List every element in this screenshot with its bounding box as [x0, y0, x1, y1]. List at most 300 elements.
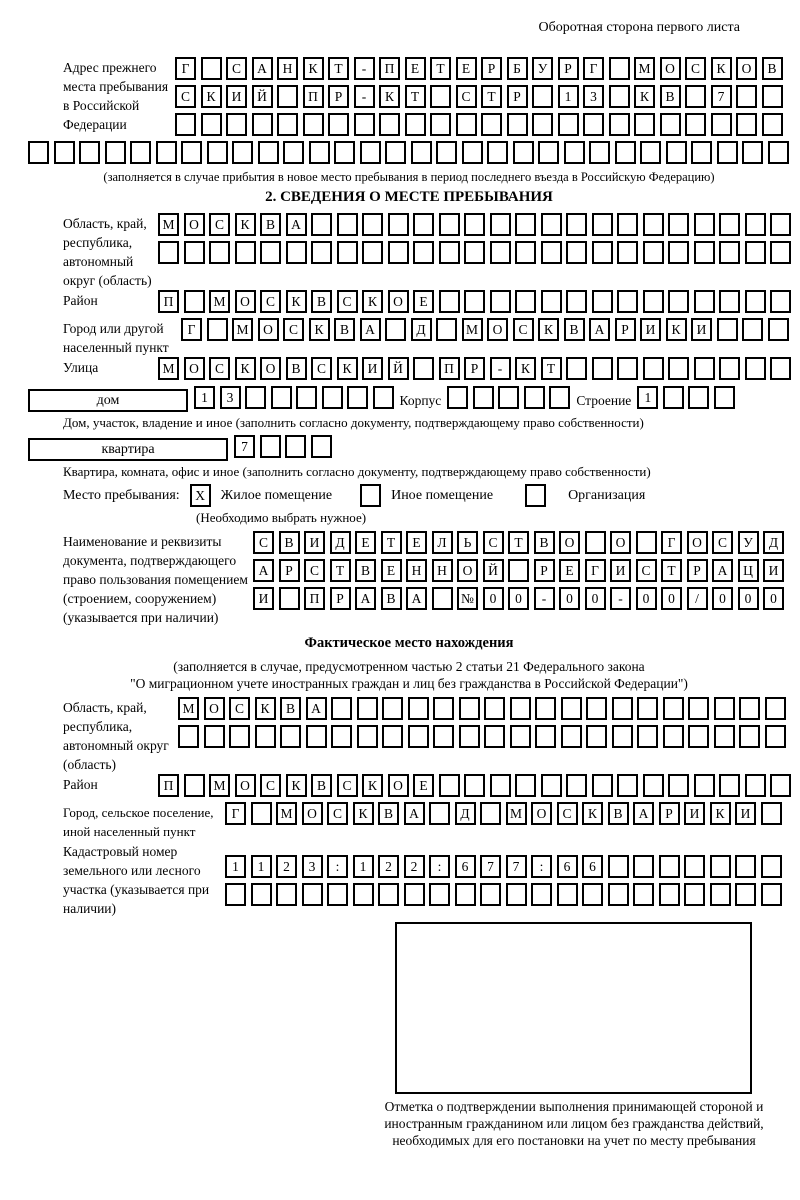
char-cell[interactable]	[388, 213, 409, 236]
char-cell[interactable]	[334, 141, 355, 164]
char-cell[interactable]: 1	[558, 85, 579, 108]
char-cell[interactable]: В	[260, 213, 281, 236]
char-cell[interactable]: М	[209, 774, 230, 797]
char-cell[interactable]	[459, 697, 480, 720]
char-cell[interactable]	[306, 725, 327, 748]
char-cell[interactable]	[347, 386, 368, 409]
char-cell[interactable]	[714, 725, 735, 748]
char-cell[interactable]: С	[229, 697, 250, 720]
char-cell[interactable]	[592, 213, 613, 236]
char-cell[interactable]	[480, 802, 501, 825]
char-cell[interactable]	[541, 774, 562, 797]
char-cell[interactable]	[277, 85, 298, 108]
char-cell[interactable]	[770, 241, 791, 264]
char-cell[interactable]: В	[280, 697, 301, 720]
char-cell[interactable]	[663, 386, 684, 409]
char-cell[interactable]: В	[762, 57, 783, 80]
char-cell[interactable]	[531, 883, 552, 906]
char-cell[interactable]: Е	[405, 57, 426, 80]
char-cell[interactable]: А	[355, 587, 376, 610]
char-cell[interactable]: О	[302, 802, 323, 825]
char-cell[interactable]	[286, 241, 307, 264]
char-cell[interactable]	[251, 802, 272, 825]
char-cell[interactable]: К	[286, 290, 307, 313]
char-cell[interactable]	[612, 725, 633, 748]
char-cell[interactable]: К	[303, 57, 324, 80]
char-cell[interactable]: 0	[636, 587, 657, 610]
char-cell[interactable]: Е	[355, 531, 376, 554]
char-cell[interactable]	[439, 241, 460, 264]
char-cell[interactable]	[490, 241, 511, 264]
char-cell[interactable]	[666, 141, 687, 164]
char-cell[interactable]: 7	[234, 435, 255, 458]
char-cell[interactable]	[379, 113, 400, 136]
char-cell[interactable]	[524, 386, 545, 409]
char-cell[interactable]: С	[209, 357, 230, 380]
char-cell[interactable]: И	[226, 85, 247, 108]
char-cell[interactable]	[385, 318, 406, 341]
char-cell[interactable]	[362, 213, 383, 236]
char-cell[interactable]	[357, 725, 378, 748]
char-cell[interactable]	[735, 855, 756, 878]
char-cell[interactable]	[337, 241, 358, 264]
char-cell[interactable]	[79, 141, 100, 164]
char-cell[interactable]: К	[201, 85, 222, 108]
char-cell[interactable]	[251, 883, 272, 906]
char-cell[interactable]: С	[327, 802, 348, 825]
char-cell[interactable]	[515, 213, 536, 236]
char-cell[interactable]	[487, 141, 508, 164]
char-cell[interactable]	[768, 318, 789, 341]
char-cell[interactable]	[736, 113, 757, 136]
char-cell[interactable]	[549, 386, 570, 409]
char-cell[interactable]: Б	[507, 57, 528, 80]
char-cell[interactable]: 1	[637, 386, 658, 409]
char-cell[interactable]	[538, 141, 559, 164]
char-cell[interactable]: К	[710, 802, 731, 825]
char-cell[interactable]: К	[666, 318, 687, 341]
char-cell[interactable]: А	[712, 559, 733, 582]
char-cell[interactable]	[745, 290, 766, 313]
char-cell[interactable]: М	[276, 802, 297, 825]
char-cell[interactable]: О	[559, 531, 580, 554]
char-cell[interactable]: №	[457, 587, 478, 610]
char-cell[interactable]: :	[327, 855, 348, 878]
char-cell[interactable]	[54, 141, 75, 164]
char-cell[interactable]	[719, 241, 740, 264]
char-cell[interactable]	[640, 141, 661, 164]
char-cell[interactable]	[691, 141, 712, 164]
char-cell[interactable]	[736, 85, 757, 108]
char-cell[interactable]: 0	[712, 587, 733, 610]
char-cell[interactable]	[229, 725, 250, 748]
char-cell[interactable]: П	[303, 85, 324, 108]
char-cell[interactable]	[659, 855, 680, 878]
char-cell[interactable]: В	[311, 774, 332, 797]
char-cell[interactable]	[178, 725, 199, 748]
char-cell[interactable]: 7	[480, 855, 501, 878]
char-cell[interactable]	[225, 883, 246, 906]
char-cell[interactable]	[592, 774, 613, 797]
char-cell[interactable]: Н	[432, 559, 453, 582]
char-cell[interactable]: И	[640, 318, 661, 341]
char-cell[interactable]	[592, 241, 613, 264]
char-cell[interactable]	[184, 774, 205, 797]
char-cell[interactable]	[480, 883, 501, 906]
char-cell[interactable]: 0	[559, 587, 580, 610]
char-cell[interactable]: Г	[583, 57, 604, 80]
char-cell[interactable]: Н	[406, 559, 427, 582]
char-cell[interactable]	[561, 697, 582, 720]
char-cell[interactable]	[668, 290, 689, 313]
char-cell[interactable]	[156, 141, 177, 164]
char-cell[interactable]: Т	[541, 357, 562, 380]
char-cell[interactable]	[535, 725, 556, 748]
char-cell[interactable]	[490, 213, 511, 236]
char-cell[interactable]	[456, 113, 477, 136]
char-cell[interactable]	[659, 883, 680, 906]
char-cell[interactable]	[532, 113, 553, 136]
char-cell[interactable]	[685, 85, 706, 108]
char-cell[interactable]: Р	[330, 587, 351, 610]
char-cell[interactable]	[668, 241, 689, 264]
char-cell[interactable]	[429, 802, 450, 825]
char-cell[interactable]	[354, 113, 375, 136]
char-cell[interactable]: 1	[225, 855, 246, 878]
char-cell[interactable]: Т	[481, 85, 502, 108]
char-cell[interactable]: Г	[181, 318, 202, 341]
char-cell[interactable]: Й	[483, 559, 504, 582]
char-cell[interactable]: П	[379, 57, 400, 80]
char-cell[interactable]: П	[439, 357, 460, 380]
char-cell[interactable]	[260, 241, 281, 264]
char-cell[interactable]	[633, 855, 654, 878]
char-cell[interactable]	[296, 386, 317, 409]
char-cell[interactable]: М	[462, 318, 483, 341]
char-cell[interactable]	[684, 855, 705, 878]
char-cell[interactable]: Р	[507, 85, 528, 108]
char-cell[interactable]: А	[306, 697, 327, 720]
char-cell[interactable]: -	[354, 85, 375, 108]
char-cell[interactable]	[634, 113, 655, 136]
char-cell[interactable]	[175, 113, 196, 136]
char-cell[interactable]	[717, 318, 738, 341]
char-cell[interactable]	[566, 213, 587, 236]
char-cell[interactable]: О	[184, 213, 205, 236]
char-cell[interactable]: С	[283, 318, 304, 341]
char-cell[interactable]: 2	[404, 855, 425, 878]
char-cell[interactable]	[385, 141, 406, 164]
char-cell[interactable]: О	[204, 697, 225, 720]
char-cell[interactable]	[283, 141, 304, 164]
char-cell[interactable]	[388, 241, 409, 264]
char-cell[interactable]	[360, 141, 381, 164]
char-cell[interactable]: :	[429, 855, 450, 878]
char-cell[interactable]: -	[534, 587, 555, 610]
char-cell[interactable]	[770, 213, 791, 236]
char-cell[interactable]	[271, 386, 292, 409]
char-cell[interactable]	[636, 531, 657, 554]
char-cell[interactable]: А	[252, 57, 273, 80]
char-cell[interactable]	[322, 386, 343, 409]
char-cell[interactable]	[201, 57, 222, 80]
char-cell[interactable]: О	[388, 290, 409, 313]
char-cell[interactable]	[130, 141, 151, 164]
char-cell[interactable]: П	[158, 774, 179, 797]
char-cell[interactable]: 7	[711, 85, 732, 108]
char-cell[interactable]: В	[279, 531, 300, 554]
char-cell[interactable]	[311, 241, 332, 264]
char-cell[interactable]: К	[309, 318, 330, 341]
char-cell[interactable]: В	[311, 290, 332, 313]
char-cell[interactable]	[413, 241, 434, 264]
char-cell[interactable]: М	[158, 357, 179, 380]
char-cell[interactable]	[566, 774, 587, 797]
char-cell[interactable]	[411, 141, 432, 164]
char-cell[interactable]: Т	[661, 559, 682, 582]
char-cell[interactable]	[719, 357, 740, 380]
char-cell[interactable]: Й	[252, 85, 273, 108]
char-cell[interactable]: И	[691, 318, 712, 341]
char-cell[interactable]	[745, 357, 766, 380]
char-cell[interactable]: Г	[661, 531, 682, 554]
char-cell[interactable]: В	[608, 802, 629, 825]
char-cell[interactable]	[447, 386, 468, 409]
char-cell[interactable]	[507, 113, 528, 136]
char-cell[interactable]: 0	[763, 587, 784, 610]
char-cell[interactable]: 6	[557, 855, 578, 878]
char-cell[interactable]: Т	[508, 531, 529, 554]
char-cell[interactable]	[719, 774, 740, 797]
char-cell[interactable]	[515, 774, 536, 797]
char-cell[interactable]: 2	[276, 855, 297, 878]
char-cell[interactable]: К	[362, 290, 383, 313]
char-cell[interactable]: В	[378, 802, 399, 825]
char-cell[interactable]: Л	[432, 531, 453, 554]
char-cell[interactable]	[566, 290, 587, 313]
char-cell[interactable]: Е	[456, 57, 477, 80]
char-cell[interactable]	[490, 774, 511, 797]
char-cell[interactable]	[745, 213, 766, 236]
char-cell[interactable]: Р	[481, 57, 502, 80]
char-cell[interactable]	[378, 883, 399, 906]
char-cell[interactable]: С	[260, 290, 281, 313]
char-cell[interactable]	[510, 697, 531, 720]
char-cell[interactable]: Ь	[457, 531, 478, 554]
char-cell[interactable]	[541, 290, 562, 313]
char-cell[interactable]: К	[538, 318, 559, 341]
char-cell[interactable]	[430, 85, 451, 108]
char-cell[interactable]	[204, 725, 225, 748]
char-cell[interactable]: 3	[220, 386, 241, 409]
char-cell[interactable]	[583, 113, 604, 136]
char-cell[interactable]: 6	[455, 855, 476, 878]
char-cell[interactable]	[506, 883, 527, 906]
char-cell[interactable]	[589, 141, 610, 164]
char-cell[interactable]	[258, 141, 279, 164]
char-cell[interactable]: Г	[175, 57, 196, 80]
char-cell[interactable]	[404, 883, 425, 906]
char-cell[interactable]	[714, 386, 735, 409]
char-cell[interactable]: 1	[194, 386, 215, 409]
char-cell[interactable]: Р	[687, 559, 708, 582]
char-cell[interactable]: К	[711, 57, 732, 80]
char-cell[interactable]: К	[337, 357, 358, 380]
char-cell[interactable]	[643, 241, 664, 264]
char-cell[interactable]	[643, 774, 664, 797]
char-cell[interactable]: 1	[251, 855, 272, 878]
char-cell[interactable]: И	[684, 802, 705, 825]
char-cell[interactable]: Д	[455, 802, 476, 825]
char-cell[interactable]: А	[406, 587, 427, 610]
char-cell[interactable]: П	[158, 290, 179, 313]
char-cell[interactable]: :	[531, 855, 552, 878]
char-cell[interactable]: Т	[328, 57, 349, 80]
char-cell[interactable]	[612, 697, 633, 720]
char-cell[interactable]	[498, 386, 519, 409]
char-cell[interactable]	[688, 697, 709, 720]
char-cell[interactable]: О	[687, 531, 708, 554]
char-cell[interactable]	[643, 357, 664, 380]
char-cell[interactable]	[464, 290, 485, 313]
char-cell[interactable]: Т	[430, 57, 451, 80]
char-cell[interactable]: К	[379, 85, 400, 108]
char-cell[interactable]: П	[304, 587, 325, 610]
char-cell[interactable]: У	[532, 57, 553, 80]
char-cell[interactable]: С	[557, 802, 578, 825]
char-cell[interactable]	[609, 57, 630, 80]
char-cell[interactable]: М	[158, 213, 179, 236]
char-cell[interactable]	[303, 113, 324, 136]
char-cell[interactable]	[719, 213, 740, 236]
char-cell[interactable]: С	[337, 290, 358, 313]
char-cell[interactable]	[617, 357, 638, 380]
char-cell[interactable]: К	[634, 85, 655, 108]
char-cell[interactable]: М	[178, 697, 199, 720]
char-cell[interactable]: Р	[279, 559, 300, 582]
char-cell[interactable]	[617, 213, 638, 236]
char-cell[interactable]: А	[253, 559, 274, 582]
char-cell[interactable]	[207, 141, 228, 164]
char-cell[interactable]: О	[184, 357, 205, 380]
char-cell[interactable]	[481, 113, 502, 136]
char-cell[interactable]: В	[534, 531, 555, 554]
char-cell[interactable]	[768, 141, 789, 164]
char-cell[interactable]: С	[636, 559, 657, 582]
char-cell[interactable]	[484, 725, 505, 748]
char-cell[interactable]: А	[404, 802, 425, 825]
char-cell[interactable]: 0	[585, 587, 606, 610]
char-cell[interactable]	[382, 725, 403, 748]
char-cell[interactable]: -	[490, 357, 511, 380]
char-cell[interactable]	[663, 697, 684, 720]
char-cell[interactable]	[770, 357, 791, 380]
char-cell[interactable]	[260, 435, 281, 458]
char-cell[interactable]: А	[633, 802, 654, 825]
char-cell[interactable]	[608, 883, 629, 906]
char-cell[interactable]	[592, 290, 613, 313]
char-cell[interactable]: Н	[277, 57, 298, 80]
char-cell[interactable]	[739, 697, 760, 720]
char-cell[interactable]	[510, 725, 531, 748]
char-cell[interactable]	[541, 241, 562, 264]
char-cell[interactable]	[459, 725, 480, 748]
char-cell[interactable]	[331, 697, 352, 720]
char-cell[interactable]	[429, 883, 450, 906]
char-cell[interactable]	[615, 141, 636, 164]
char-cell[interactable]	[564, 141, 585, 164]
char-cell[interactable]: В	[564, 318, 585, 341]
char-cell[interactable]	[490, 290, 511, 313]
char-cell[interactable]	[735, 883, 756, 906]
char-cell[interactable]	[226, 113, 247, 136]
char-cell[interactable]	[566, 241, 587, 264]
char-cell[interactable]	[252, 113, 273, 136]
char-cell[interactable]	[464, 774, 485, 797]
char-cell[interactable]	[353, 883, 374, 906]
char-cell[interactable]: Ц	[738, 559, 759, 582]
char-cell[interactable]	[617, 241, 638, 264]
char-cell[interactable]: 1	[353, 855, 374, 878]
char-cell[interactable]	[439, 290, 460, 313]
char-cell[interactable]	[739, 725, 760, 748]
char-cell[interactable]	[717, 141, 738, 164]
char-cell[interactable]: Д	[330, 531, 351, 554]
char-cell[interactable]	[711, 113, 732, 136]
char-cell[interactable]: Р	[558, 57, 579, 80]
char-cell[interactable]: О	[487, 318, 508, 341]
char-cell[interactable]: О	[258, 318, 279, 341]
char-cell[interactable]	[184, 241, 205, 264]
char-cell[interactable]: О	[388, 774, 409, 797]
char-cell[interactable]	[608, 855, 629, 878]
char-cell[interactable]	[586, 725, 607, 748]
char-cell[interactable]	[508, 559, 529, 582]
char-cell[interactable]	[561, 725, 582, 748]
char-cell[interactable]	[430, 113, 451, 136]
char-cell[interactable]	[668, 357, 689, 380]
char-cell[interactable]	[609, 85, 630, 108]
char-cell[interactable]: С	[337, 774, 358, 797]
char-cell[interactable]	[688, 386, 709, 409]
char-cell[interactable]	[405, 113, 426, 136]
char-cell[interactable]	[761, 883, 782, 906]
char-cell[interactable]: -	[354, 57, 375, 80]
char-cell[interactable]	[770, 290, 791, 313]
char-cell[interactable]	[373, 386, 394, 409]
char-cell[interactable]: К	[353, 802, 374, 825]
char-cell[interactable]: И	[362, 357, 383, 380]
char-cell[interactable]: В	[355, 559, 376, 582]
char-cell[interactable]: Е	[413, 774, 434, 797]
char-cell[interactable]	[311, 213, 332, 236]
char-cell[interactable]: С	[483, 531, 504, 554]
char-cell[interactable]	[433, 697, 454, 720]
char-cell[interactable]	[362, 241, 383, 264]
char-cell[interactable]	[413, 357, 434, 380]
char-cell[interactable]: К	[235, 213, 256, 236]
char-cell[interactable]	[684, 883, 705, 906]
char-cell[interactable]	[439, 774, 460, 797]
char-cell[interactable]	[464, 241, 485, 264]
char-cell[interactable]	[181, 141, 202, 164]
char-cell[interactable]: У	[738, 531, 759, 554]
char-cell[interactable]	[745, 241, 766, 264]
char-cell[interactable]: 6	[582, 855, 603, 878]
char-cell[interactable]: 0	[661, 587, 682, 610]
char-cell[interactable]	[207, 318, 228, 341]
char-cell[interactable]: С	[209, 213, 230, 236]
